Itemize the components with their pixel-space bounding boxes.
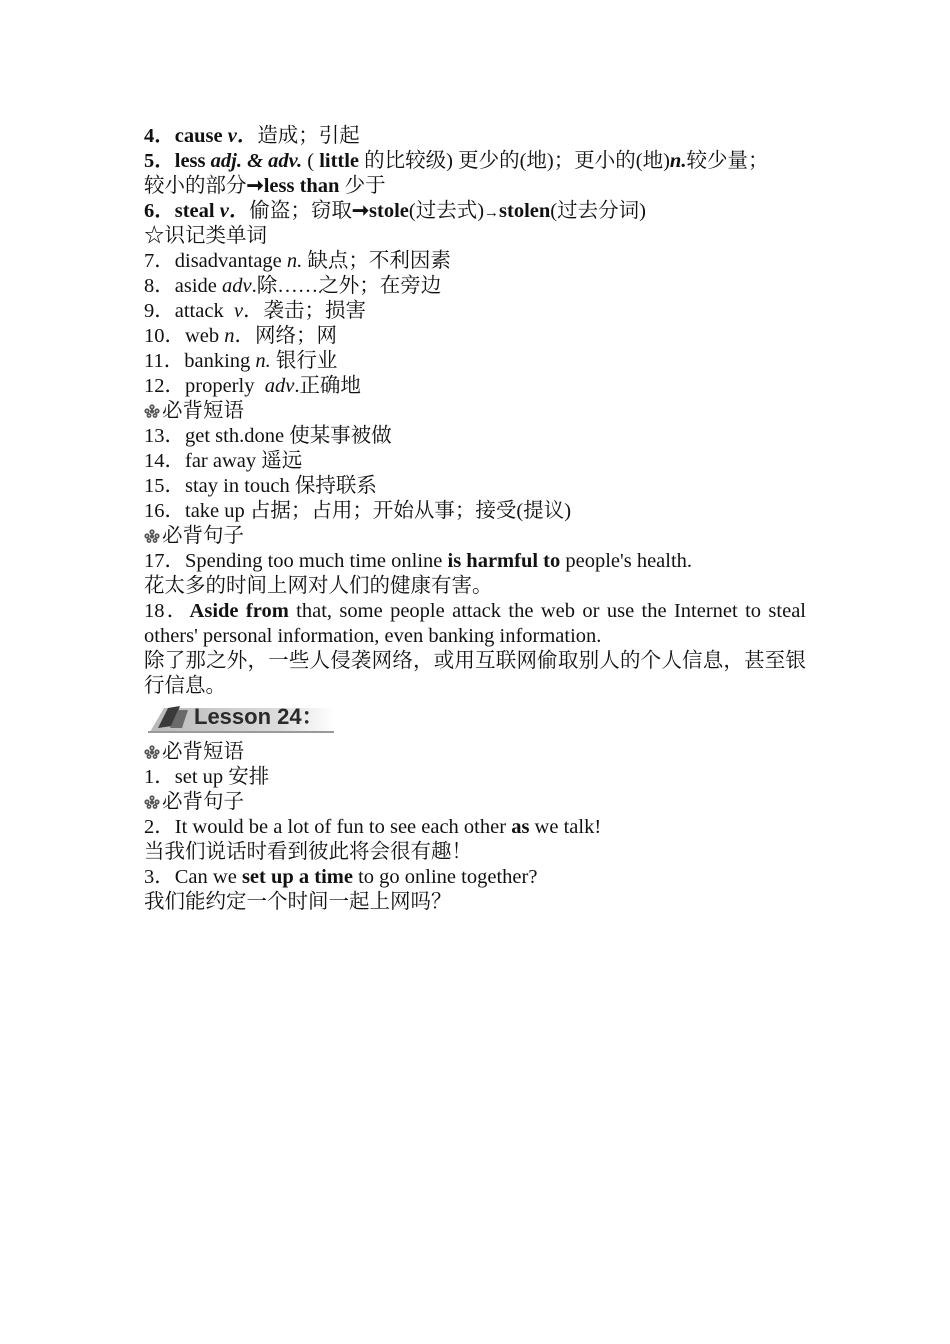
entry-8: 8．aside adv.除……之外；在旁边 xyxy=(144,275,442,297)
entry-past: stole xyxy=(369,200,409,222)
section-heading-phrases: 必背短语 xyxy=(144,399,806,424)
flower-bullet-icon xyxy=(144,404,160,418)
entry-5-cont: 较小的部分➞less than 少于 xyxy=(144,175,386,197)
lesson-title: Lesson 24： xyxy=(194,704,324,729)
lesson-banner xyxy=(144,702,806,734)
entry-13: 13．get sth.done 使某事被做 xyxy=(144,425,392,447)
key-phrase: as xyxy=(511,816,530,838)
entry-6: 6．steal v．偷盗；窃取➞stole(过去式)→stolen(过去分词) xyxy=(144,200,646,222)
entry-ref: little xyxy=(319,150,360,172)
entry-meaning: 偷盗；窃取 xyxy=(249,200,352,222)
key-phrase: Aside from xyxy=(189,600,289,622)
entry-15: 15．stay in touch 保持联系 xyxy=(144,475,377,497)
flower-bullet-icon xyxy=(144,795,160,809)
l24-entry-3-translation: 我们能约定一个时间一起上网吗？ xyxy=(144,891,452,913)
entry-17: 17．Spending too much time online is harmful to people's health. xyxy=(144,550,693,572)
key-phrase: is harmful to xyxy=(447,550,561,572)
entry-9: 9．attack v．袭击；损害 xyxy=(144,300,367,322)
entry-number: 5． xyxy=(144,150,175,172)
l24-entry-2-translation: 当我们说话时看到彼此将会很有趣！ xyxy=(144,841,472,863)
entry-pos: v． xyxy=(227,125,258,147)
entry-pp: stolen xyxy=(499,200,551,222)
entry-18-translation: 除了那之外，一些人侵袭网络，或用互联网偷取别人的个人信息，甚至银行信息。 xyxy=(144,650,806,697)
entry-11: 11．banking n. 银行业 xyxy=(144,350,338,372)
entry-pos: n. xyxy=(669,150,687,172)
entry-4 xyxy=(144,124,806,149)
entry-7: 7．disadvantage n. 缺点；不利因素 xyxy=(144,250,451,272)
l24-entry-3: 3．Can we set up a time to go online together? xyxy=(144,866,538,888)
entry-18: 18．Aside from that, some people attack the web or use the Internet to steal others' personal information, even banking information. xyxy=(144,600,806,647)
entry-16: 16．take up 占据；占用；开始从事；接受(提议) xyxy=(144,500,572,522)
entry-pos: v． xyxy=(219,200,250,222)
document-page xyxy=(144,124,806,915)
section-heading-sentences: 必背句子 xyxy=(144,524,806,549)
arrow-icon: → xyxy=(484,205,500,221)
entry-5: 5．less adj. & adv. ( little 的比较级) 更少的(地)；更小的(地)n.较少量； xyxy=(144,150,769,172)
key-phrase: set up a time xyxy=(241,866,353,888)
entry-14: 14．far away 遥远 xyxy=(144,450,303,472)
entry-number: 4． xyxy=(144,125,175,147)
section-heading-sentences-24: 必背句子 xyxy=(144,790,806,815)
l24-entry-2: 2．It would be a lot of fun to see each other as we talk! xyxy=(144,816,602,838)
section-heading-phrases-24: 必背短语 xyxy=(144,740,806,765)
entry-number: 6． xyxy=(144,200,175,222)
arrow-icon: ➞ xyxy=(246,175,264,197)
entry-word: less xyxy=(174,150,206,172)
entry-meaning: 造成；引起 xyxy=(257,125,360,147)
entry-17-translation: 花太多的时间上网对人们的健康有害。 xyxy=(144,575,493,597)
section-heading-words: ☆识记类单词 xyxy=(144,225,267,247)
entry-word: cause xyxy=(174,125,223,147)
entry-phrase: less than xyxy=(263,175,340,197)
entry-pos: adj. & adv. xyxy=(210,150,303,172)
entry-12: 12．properly adv.正确地 xyxy=(144,375,361,397)
flower-bullet-icon xyxy=(144,529,160,543)
arrow-icon: ➞ xyxy=(351,200,370,222)
l24-entry-1: 1．set up 安排 xyxy=(144,766,270,788)
entry-10: 10．web n．网络；网 xyxy=(144,325,338,347)
entry-word: steal xyxy=(174,200,215,222)
flower-bullet-icon xyxy=(144,745,160,759)
